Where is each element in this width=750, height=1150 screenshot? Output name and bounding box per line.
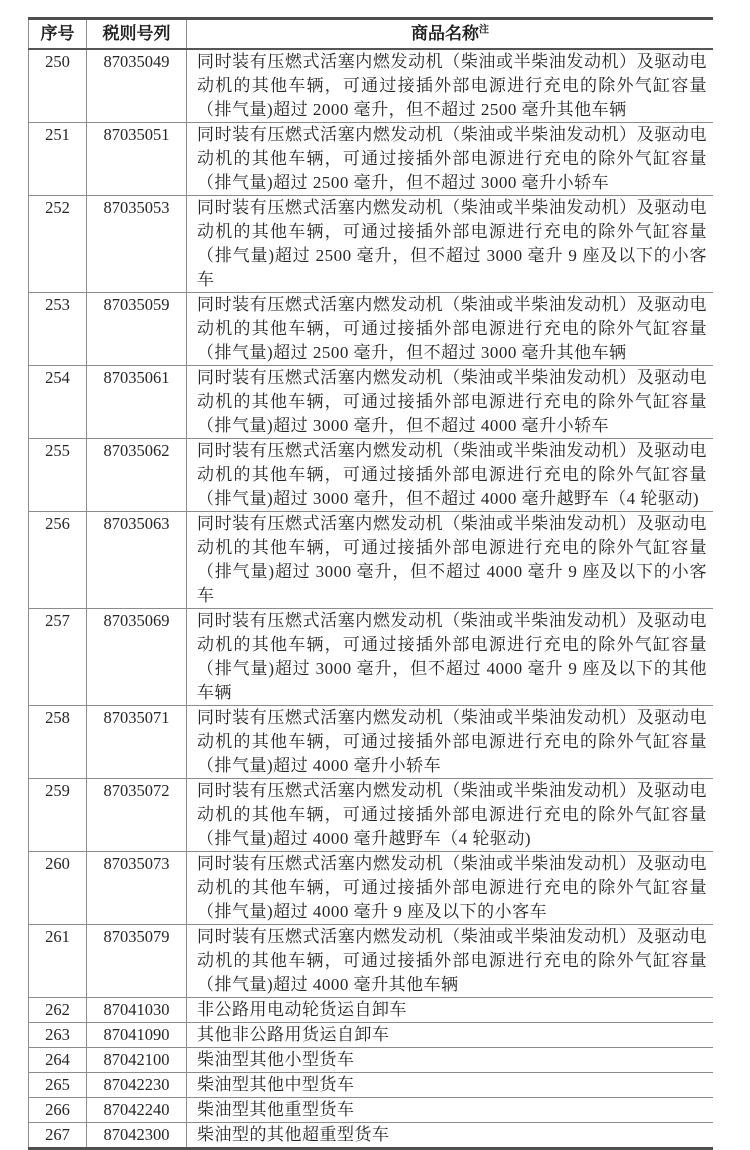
table-row (29, 609, 714, 706)
row-tariff-code: 87035059 (87, 293, 187, 366)
row-serial-number: 259 (29, 779, 87, 852)
column-header-serial-number (29, 19, 87, 50)
row-tariff-code: 87035071 (87, 706, 187, 779)
table-row (29, 706, 714, 779)
row-serial-number: 252 (29, 196, 87, 293)
row-serial-number: 265 (29, 1073, 87, 1098)
row-serial-number: 266 (29, 1098, 87, 1123)
row-serial-number: 267 (29, 1123, 87, 1149)
row-product-name: 非公路用电动轮货运自卸车 (187, 998, 714, 1023)
row-serial-number: 251 (29, 123, 87, 196)
table-row (29, 1048, 714, 1073)
row-tariff-code: 87041090 (87, 1023, 187, 1048)
row-product-name: 同时装有压燃式活塞内燃发动机（柴油或半柴油发动机）及驱动电动机的其他车辆，可通过接插外部电源进行充电的除外气缸容量（排气量)超过 2500 毫升，但不超过 3000 毫升其他车辆 (187, 293, 714, 366)
row-product-name: 同时装有压燃式活塞内燃发动机（柴油或半柴油发动机）及驱动电动机的其他车辆，可通过接插外部电源进行充电的除外气缸容量（排气量)超过 2500 毫升，但不超过 3000 毫升 9 座及以下的小客车 (187, 196, 714, 293)
table-row (29, 49, 714, 123)
row-product-name: 同时装有压燃式活塞内燃发动机（柴油或半柴油发动机）及驱动电动机的其他车辆，可通过接插外部电源进行充电的除外气缸容量（排气量)超过 2500 毫升，但不超过 3000 毫升小轿车 (187, 123, 714, 196)
row-product-name: 同时装有压燃式活塞内燃发动机（柴油或半柴油发动机）及驱动电动机的其他车辆，可通过接插外部电源进行充电的除外气缸容量（排气量)超过 3000 毫升，但不超过 4000 毫升 9 座及以下的小客车 (187, 512, 714, 609)
row-tariff-code: 87035072 (87, 779, 187, 852)
row-product-name: 柴油型其他重型货车 (187, 1098, 714, 1123)
row-serial-number: 253 (29, 293, 87, 366)
table-body (29, 49, 714, 1149)
row-product-name: 柴油型其他小型货车 (187, 1048, 714, 1073)
row-product-name: 同时装有压燃式活塞内燃发动机（柴油或半柴油发动机）及驱动电动机的其他车辆，可通过接插外部电源进行充电的除外气缸容量（排气量)超过 4000 毫升 9 座及以下的小客车 (187, 852, 714, 925)
table-row (29, 779, 714, 852)
product-name-note-superscript: 注 (479, 24, 489, 36)
row-tariff-code: 87035053 (87, 196, 187, 293)
row-tariff-code: 87041030 (87, 998, 187, 1023)
row-tariff-code: 87042230 (87, 1073, 187, 1098)
row-tariff-code: 87035073 (87, 852, 187, 925)
row-serial-number: 254 (29, 366, 87, 439)
row-product-name: 同时装有压燃式活塞内燃发动机（柴油或半柴油发动机）及驱动电动机的其他车辆，可通过接插外部电源进行充电的除外气缸容量（排气量)超过 4000 毫升其他车辆 (187, 925, 714, 998)
row-product-name: 同时装有压燃式活塞内燃发动机（柴油或半柴油发动机）及驱动电动机的其他车辆，可通过接插外部电源进行充电的除外气缸容量（排气量)超过 3000 毫升，但不超过 4000 毫升越野车（4 轮驱动) (187, 439, 714, 512)
table-row (29, 1023, 714, 1048)
table-row (29, 123, 714, 196)
column-header-product-name-label: 商品名称 (411, 24, 479, 43)
table-row (29, 512, 714, 609)
row-serial-number: 263 (29, 1023, 87, 1048)
row-product-name: 其他非公路用货运自卸车 (187, 1023, 714, 1048)
row-serial-number: 257 (29, 609, 87, 706)
row-tariff-code: 87035063 (87, 512, 187, 609)
row-serial-number: 258 (29, 706, 87, 779)
row-tariff-code: 87035049 (87, 49, 187, 123)
row-serial-number: 250 (29, 49, 87, 123)
row-product-name: 同时装有压燃式活塞内燃发动机（柴油或半柴油发动机）及驱动电动机的其他车辆，可通过接插外部电源进行充电的除外气缸容量（排气量)超过 4000 毫升越野车（4 轮驱动) (187, 779, 714, 852)
column-header-product-name (187, 19, 714, 50)
row-product-name: 同时装有压燃式活塞内燃发动机（柴油或半柴油发动机）及驱动电动机的其他车辆，可通过接插外部电源进行充电的除外气缸容量（排气量)超过 3000 毫升，但不超过 4000 毫升 9 座及以下的其他车辆 (187, 609, 714, 706)
row-product-name: 同时装有压燃式活塞内燃发动机（柴油或半柴油发动机）及驱动电动机的其他车辆，可通过接插外部电源进行充电的除外气缸容量（排气量)超过 3000 毫升，但不超过 4000 毫升小轿车 (187, 366, 714, 439)
row-product-name: 柴油型的其他超重型货车 (187, 1123, 714, 1149)
row-serial-number: 262 (29, 998, 87, 1023)
row-tariff-code: 87035079 (87, 925, 187, 998)
row-tariff-code: 87035062 (87, 439, 187, 512)
row-serial-number: 260 (29, 852, 87, 925)
row-tariff-code: 87035061 (87, 366, 187, 439)
table-row (29, 196, 714, 293)
row-product-name: 同时装有压燃式活塞内燃发动机（柴油或半柴油发动机）及驱动电动机的其他车辆，可通过接插外部电源进行充电的除外气缸容量（排气量)超过 2000 毫升，但不超过 2500 毫升其他车辆 (187, 49, 714, 123)
row-serial-number: 255 (29, 439, 87, 512)
row-tariff-code: 87042100 (87, 1048, 187, 1073)
row-serial-number: 256 (29, 512, 87, 609)
table-row (29, 1073, 714, 1098)
table-row (29, 1123, 714, 1149)
column-header-serial-number-label: 序号 (40, 24, 75, 43)
row-tariff-code: 87035051 (87, 123, 187, 196)
table-row (29, 293, 714, 366)
row-product-name: 同时装有压燃式活塞内燃发动机（柴油或半柴油发动机）及驱动电动机的其他车辆，可通过接插外部电源进行充电的除外气缸容量（排气量)超过 4000 毫升小轿车 (187, 706, 714, 779)
column-header-tariff-code-label: 税则号列 (102, 24, 171, 43)
table-row (29, 925, 714, 998)
table-row (29, 366, 714, 439)
table-row (29, 998, 714, 1023)
row-product-name: 柴油型其他中型货车 (187, 1073, 714, 1098)
column-header-tariff-code (87, 19, 187, 50)
row-tariff-code: 87042300 (87, 1123, 187, 1149)
tariff-table (28, 17, 713, 1150)
row-serial-number: 261 (29, 925, 87, 998)
row-serial-number: 264 (29, 1048, 87, 1073)
table-row (29, 439, 714, 512)
table-header-row (29, 19, 714, 50)
table-row (29, 852, 714, 925)
row-tariff-code: 87035069 (87, 609, 187, 706)
row-tariff-code: 87042240 (87, 1098, 187, 1123)
table-row (29, 1098, 714, 1123)
